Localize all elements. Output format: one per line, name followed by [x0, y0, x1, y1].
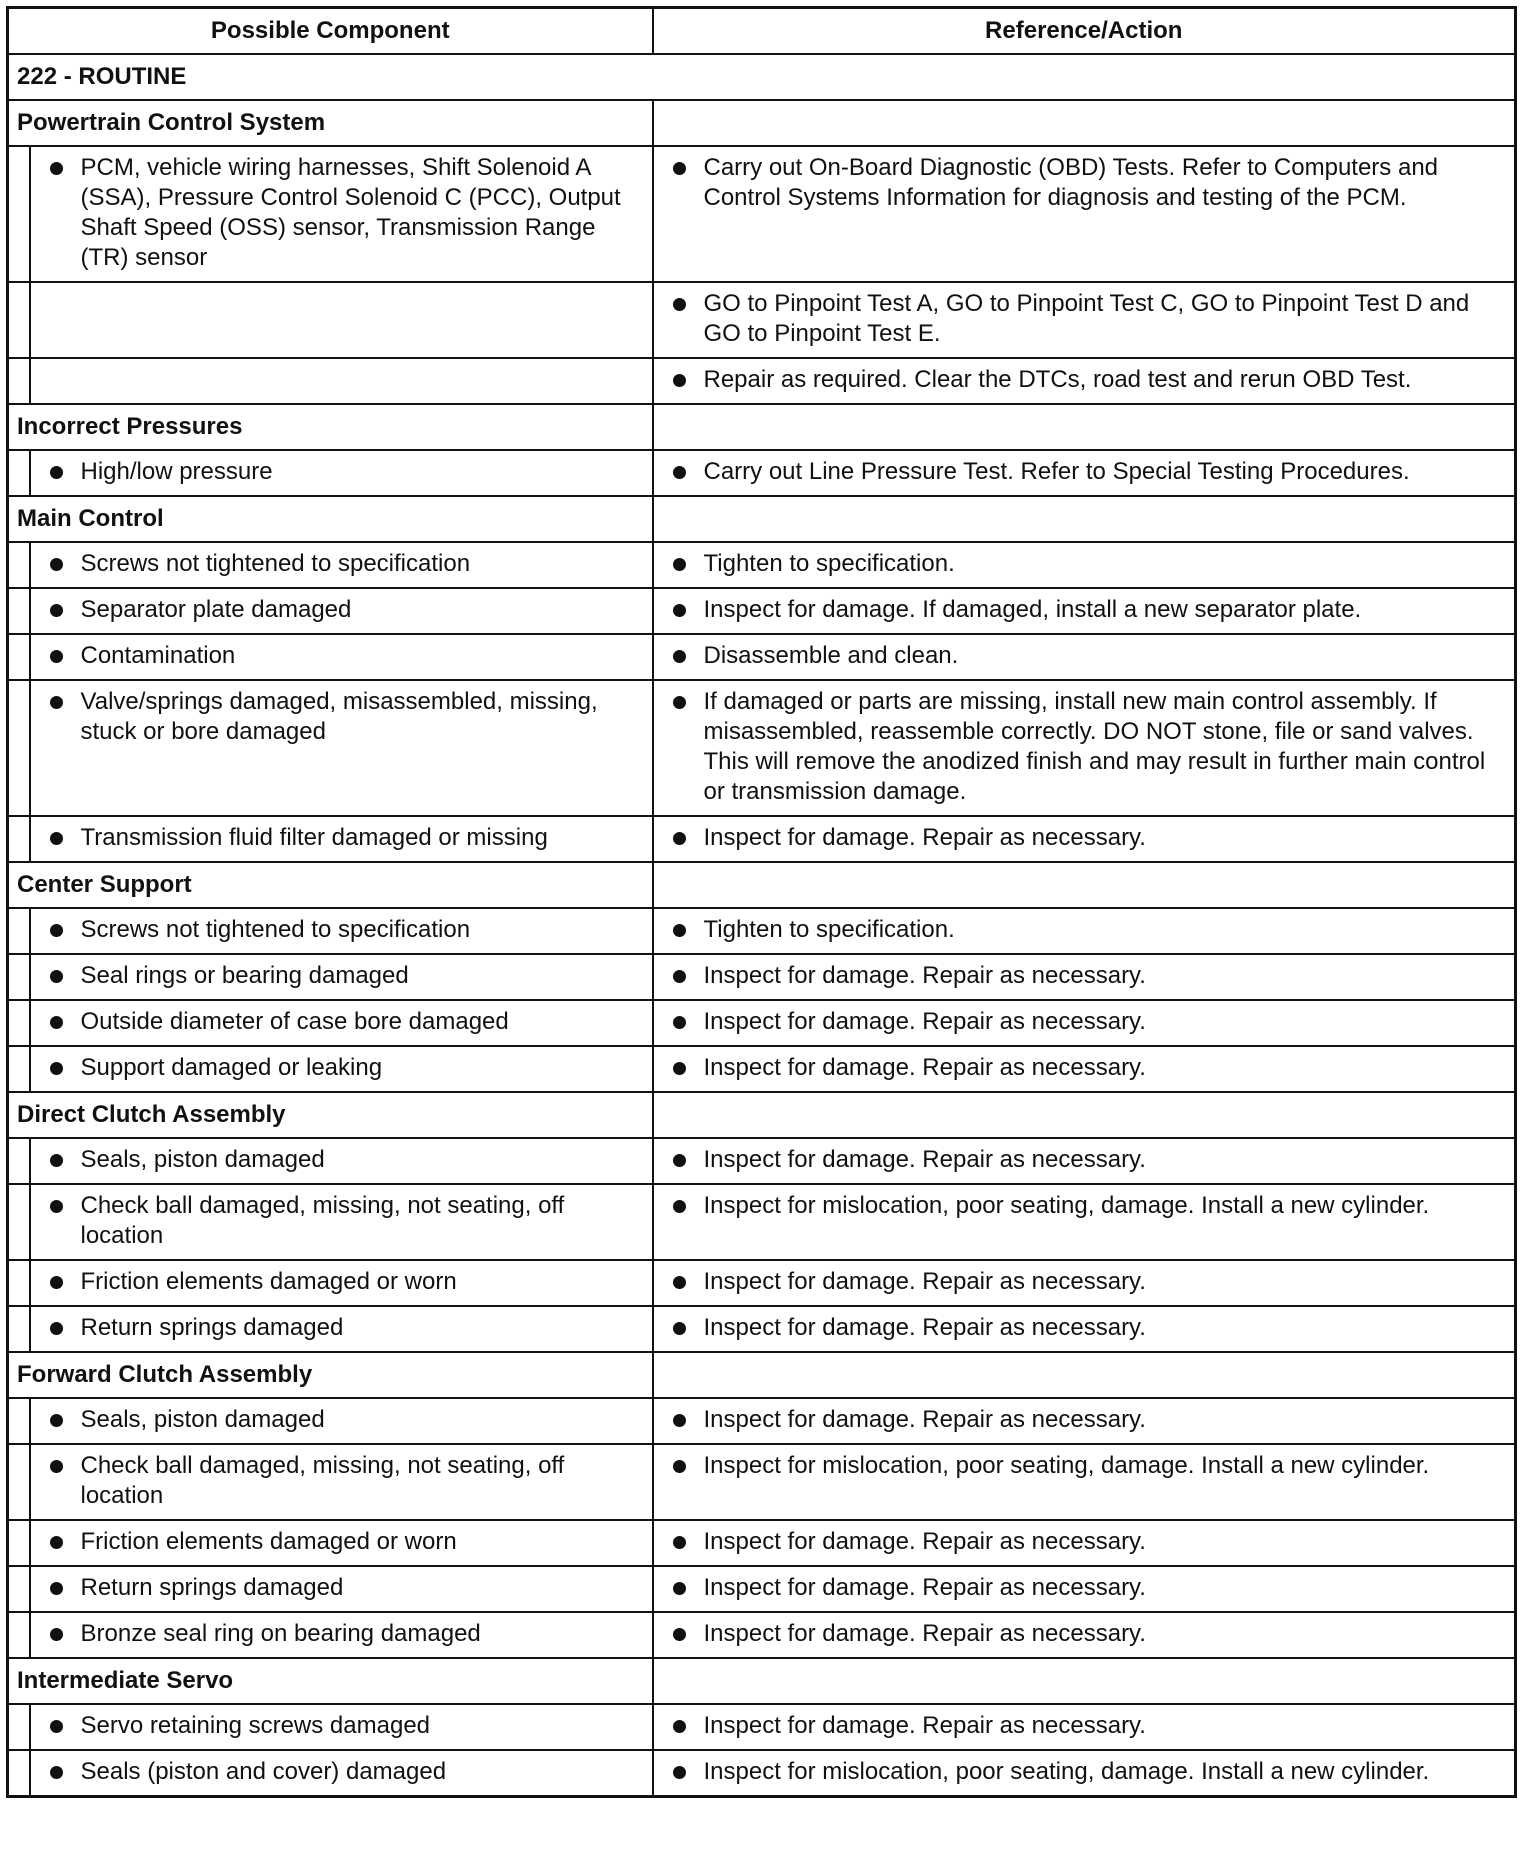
action-bullet-item — [662, 641, 1505, 671]
action-bullet-item — [662, 1267, 1505, 1297]
component-cell — [30, 1306, 653, 1352]
component-bullet-item — [39, 549, 642, 579]
action-text: Inspect for mislocation, poor seating, damage. Install a new cylinder. — [703, 1758, 1430, 1785]
action-text: Inspect for damage. Repair as necessary. — [703, 1528, 1146, 1555]
component-bullet-item — [39, 1573, 642, 1603]
table-row — [8, 542, 1516, 588]
action-text: Repair as required. Clear the DTCs, road test and rerun OBD Test. — [703, 366, 1412, 393]
section-title: Incorrect Pressures — [8, 404, 653, 450]
table-row — [8, 1260, 1516, 1306]
component-text: Check ball damaged, missing, not seating, off location — [80, 1452, 565, 1509]
component-text: Outside diameter of case bore damaged — [80, 1008, 509, 1035]
action-cell — [653, 1398, 1516, 1444]
bullet-icon — [662, 1053, 698, 1075]
table-row — [8, 450, 1516, 496]
component-bullet-item — [39, 915, 642, 945]
indent-cell — [8, 1520, 30, 1566]
indent-cell — [8, 1750, 30, 1797]
bullet-icon — [662, 1527, 698, 1549]
diagnosis-table-container — [6, 6, 1514, 1798]
bullet-icon — [662, 961, 698, 983]
component-text: Seal rings or bearing damaged — [80, 962, 409, 989]
bullet-icon — [662, 1619, 698, 1641]
component-cell — [30, 1704, 653, 1750]
component-bullet-item — [39, 1451, 642, 1511]
component-cell — [30, 1000, 653, 1046]
indent-cell — [8, 1704, 30, 1750]
component-bullet-item — [39, 595, 642, 625]
bullet-icon — [662, 1007, 698, 1029]
bullet-icon — [39, 823, 75, 845]
component-text: Seals (piston and cover) damaged — [80, 1758, 447, 1785]
bullet-icon — [39, 1267, 75, 1289]
diagnosis-table — [6, 6, 1517, 1798]
action-text: Carry out On-Board Diagnostic (OBD) Tests. Refer to Computers and Control Systems Information for diagnosis and testing of the PCM. — [703, 154, 1439, 211]
action-cell — [653, 816, 1516, 862]
action-cell — [653, 1444, 1516, 1520]
bullet-icon — [39, 595, 75, 617]
component-cell — [30, 680, 653, 816]
section-header-empty-cell — [653, 100, 1516, 146]
table-row — [8, 1138, 1516, 1184]
bullet-icon — [662, 1757, 698, 1779]
bullet-icon — [39, 961, 75, 983]
action-bullet-item — [662, 961, 1505, 991]
table-row — [8, 1000, 1516, 1046]
action-cell — [653, 1138, 1516, 1184]
component-bullet-item — [39, 641, 642, 671]
bullet-icon — [662, 457, 698, 479]
indent-cell — [8, 450, 30, 496]
action-bullet-item — [662, 153, 1505, 213]
action-cell — [653, 1566, 1516, 1612]
action-bullet-item — [662, 595, 1505, 625]
action-text: Inspect for damage. Repair as necessary. — [703, 1054, 1146, 1081]
bullet-icon — [39, 915, 75, 937]
bullet-icon — [662, 365, 698, 387]
section-header-row — [8, 404, 1516, 450]
component-cell — [30, 282, 653, 358]
component-text: Servo retaining screws damaged — [80, 1712, 431, 1739]
component-bullet-item — [39, 1711, 642, 1741]
action-text: Inspect for damage. Repair as necessary. — [703, 824, 1146, 851]
bullet-icon — [39, 1191, 75, 1213]
section-header-row — [8, 1658, 1516, 1704]
action-text: Inspect for damage. Repair as necessary. — [703, 1574, 1146, 1601]
component-cell — [30, 1444, 653, 1520]
component-cell — [30, 358, 653, 404]
bullet-icon — [39, 153, 75, 175]
action-cell — [653, 358, 1516, 404]
component-cell — [30, 146, 653, 282]
section-header-empty-cell — [653, 496, 1516, 542]
action-bullet-item — [662, 457, 1505, 487]
section-title: Direct Clutch Assembly — [8, 1092, 653, 1138]
component-bullet-item — [39, 961, 642, 991]
indent-cell — [8, 358, 30, 404]
component-cell — [30, 954, 653, 1000]
component-text: Seals, piston damaged — [80, 1146, 325, 1173]
bullet-icon — [662, 1267, 698, 1289]
action-cell — [653, 1306, 1516, 1352]
action-cell — [653, 1046, 1516, 1092]
action-text: Tighten to specification. — [703, 550, 955, 577]
bullet-icon — [39, 1619, 75, 1641]
component-text: Return springs damaged — [80, 1314, 344, 1341]
action-text: Inspect for damage. Repair as necessary. — [703, 1620, 1146, 1647]
indent-cell — [8, 588, 30, 634]
component-bullet-item — [39, 1527, 642, 1557]
indent-cell — [8, 908, 30, 954]
component-text: Support damaged or leaking — [80, 1054, 383, 1081]
bullet-icon — [662, 1451, 698, 1473]
action-bullet-item — [662, 365, 1505, 395]
table-row — [8, 1704, 1516, 1750]
bullet-icon — [662, 641, 698, 663]
table-row — [8, 816, 1516, 862]
action-cell — [653, 908, 1516, 954]
action-text: Inspect for damage. Repair as necessary. — [703, 1314, 1146, 1341]
table-row — [8, 1612, 1516, 1658]
section-title: Powertrain Control System — [8, 100, 653, 146]
component-text: Friction elements damaged or worn — [80, 1268, 457, 1295]
component-text: Seals, piston damaged — [80, 1406, 325, 1433]
component-text: Bronze seal ring on bearing damaged — [80, 1620, 481, 1647]
component-bullet-item — [39, 1145, 642, 1175]
section-header-row — [8, 496, 1516, 542]
section-header-row — [8, 1352, 1516, 1398]
action-bullet-item — [662, 1145, 1505, 1175]
component-cell — [30, 588, 653, 634]
action-bullet-item — [662, 687, 1505, 807]
bullet-icon — [39, 1757, 75, 1779]
bullet-icon — [39, 457, 75, 479]
bullet-icon — [662, 1145, 698, 1167]
bullet-icon — [39, 1573, 75, 1595]
bullet-icon — [39, 641, 75, 663]
bullet-icon — [662, 1573, 698, 1595]
bullet-icon — [39, 687, 75, 709]
section-header-empty-cell — [653, 1092, 1516, 1138]
bullet-icon — [662, 1405, 698, 1427]
routine-title: 222 - ROUTINE — [8, 54, 1516, 100]
action-cell — [653, 588, 1516, 634]
bullet-icon — [662, 1191, 698, 1213]
bullet-icon — [662, 153, 698, 175]
action-text: Tighten to specification. — [703, 916, 955, 943]
bullet-icon — [39, 1007, 75, 1029]
action-cell — [653, 1750, 1516, 1797]
indent-cell — [8, 1398, 30, 1444]
table-row — [8, 1750, 1516, 1797]
action-bullet-item — [662, 549, 1505, 579]
table-row — [8, 1444, 1516, 1520]
indent-cell — [8, 1444, 30, 1520]
component-bullet-item — [39, 1619, 642, 1649]
section-title: Intermediate Servo — [8, 1658, 653, 1704]
action-cell — [653, 1704, 1516, 1750]
bullet-icon — [662, 1711, 698, 1733]
indent-cell — [8, 1260, 30, 1306]
action-bullet-item — [662, 1313, 1505, 1343]
component-cell — [30, 908, 653, 954]
header-row — [8, 8, 1516, 55]
action-text: If damaged or parts are missing, install new main control assembly. If misassembled, reassemble correctly. DO NOT stone, file or sand valves. This will remove the anodized finish and may result in further main control or transmission damage. — [703, 688, 1486, 805]
component-cell — [30, 450, 653, 496]
section-title: Main Control — [8, 496, 653, 542]
table-row — [8, 1306, 1516, 1352]
bullet-icon — [662, 687, 698, 709]
action-cell — [653, 1612, 1516, 1658]
bullet-icon — [39, 1451, 75, 1473]
table-row — [8, 1046, 1516, 1092]
indent-cell — [8, 542, 30, 588]
table-row — [8, 634, 1516, 680]
component-text: Separator plate damaged — [80, 596, 352, 623]
action-cell — [653, 542, 1516, 588]
action-cell — [653, 450, 1516, 496]
bullet-icon — [662, 915, 698, 937]
header-possible-component: Possible Component — [8, 8, 653, 55]
component-text: Friction elements damaged or worn — [80, 1528, 457, 1555]
action-text: GO to Pinpoint Test A, GO to Pinpoint Test C, GO to Pinpoint Test D and GO to Pinpoint Test E. — [703, 290, 1470, 347]
bullet-icon — [662, 595, 698, 617]
bullet-icon — [39, 549, 75, 571]
action-cell — [653, 634, 1516, 680]
table-row — [8, 1566, 1516, 1612]
component-cell — [30, 1046, 653, 1092]
section-title: Forward Clutch Assembly — [8, 1352, 653, 1398]
action-bullet-item — [662, 1711, 1505, 1741]
component-text: PCM, vehicle wiring harnesses, Shift Solenoid A (SSA), Pressure Control Solenoid C (PCC), Output Shaft Speed (OSS) sensor, Transmission Range (TR) sensor — [80, 154, 621, 271]
section-header-row — [8, 862, 1516, 908]
component-bullet-item — [39, 1191, 642, 1251]
component-text: Contamination — [80, 642, 236, 669]
table-row — [8, 954, 1516, 1000]
action-cell — [653, 1000, 1516, 1046]
action-text: Inspect for damage. Repair as necessary. — [703, 1008, 1146, 1035]
bullet-icon — [39, 1145, 75, 1167]
section-header-empty-cell — [653, 1658, 1516, 1704]
component-cell — [30, 1398, 653, 1444]
component-bullet-item — [39, 1053, 642, 1083]
table-body — [8, 54, 1516, 1797]
indent-cell — [8, 1046, 30, 1092]
action-bullet-item — [662, 1191, 1505, 1221]
component-text: Return springs damaged — [80, 1574, 344, 1601]
table-row — [8, 588, 1516, 634]
action-text: Disassemble and clean. — [703, 642, 959, 669]
action-cell — [653, 954, 1516, 1000]
bullet-icon — [662, 289, 698, 311]
table-row — [8, 282, 1516, 358]
action-bullet-item — [662, 1619, 1505, 1649]
indent-cell — [8, 1612, 30, 1658]
bullet-icon — [39, 1711, 75, 1733]
action-text: Inspect for mislocation, poor seating, damage. Install a new cylinder. — [703, 1452, 1430, 1479]
section-header-empty-cell — [653, 404, 1516, 450]
action-cell — [653, 1260, 1516, 1306]
header-reference-action: Reference/Action — [653, 8, 1516, 55]
table-row — [8, 146, 1516, 282]
component-bullet-item — [39, 153, 642, 273]
table-row — [8, 908, 1516, 954]
bullet-icon — [662, 823, 698, 845]
indent-cell — [8, 146, 30, 282]
table-row — [8, 1398, 1516, 1444]
component-text: Transmission fluid filter damaged or missing — [80, 824, 548, 851]
indent-cell — [8, 816, 30, 862]
action-bullet-item — [662, 1053, 1505, 1083]
action-text: Inspect for damage. Repair as necessary. — [703, 1406, 1146, 1433]
action-bullet-item — [662, 915, 1505, 945]
bullet-icon — [662, 1313, 698, 1335]
bullet-icon — [39, 1053, 75, 1075]
action-text: Inspect for damage. Repair as necessary. — [703, 1268, 1146, 1295]
action-bullet-item — [662, 1451, 1505, 1481]
action-bullet-item — [662, 1573, 1505, 1603]
section-header-empty-cell — [653, 1352, 1516, 1398]
action-cell — [653, 1184, 1516, 1260]
indent-cell — [8, 1566, 30, 1612]
component-text: Valve/springs damaged, misassembled, missing, stuck or bore damaged — [80, 688, 598, 745]
table-row — [8, 358, 1516, 404]
component-cell — [30, 1184, 653, 1260]
component-cell — [30, 1750, 653, 1797]
component-cell — [30, 634, 653, 680]
action-bullet-item — [662, 1757, 1505, 1787]
indent-cell — [8, 1000, 30, 1046]
component-text: Screws not tightened to specification — [80, 550, 471, 577]
indent-cell — [8, 680, 30, 816]
action-bullet-item — [662, 1405, 1505, 1435]
section-header-row — [8, 1092, 1516, 1138]
bullet-icon — [39, 1313, 75, 1335]
component-text: High/low pressure — [80, 458, 273, 485]
component-text: Screws not tightened to specification — [80, 916, 471, 943]
action-cell — [653, 1520, 1516, 1566]
component-bullet-item — [39, 1405, 642, 1435]
component-text: Check ball damaged, missing, not seating, off location — [80, 1192, 565, 1249]
bullet-icon — [662, 549, 698, 571]
bullet-icon — [39, 1527, 75, 1549]
routine-title-row — [8, 54, 1516, 100]
component-cell — [30, 1566, 653, 1612]
action-bullet-item — [662, 823, 1505, 853]
component-bullet-item — [39, 823, 642, 853]
component-cell — [30, 1138, 653, 1184]
section-header-empty-cell — [653, 862, 1516, 908]
indent-cell — [8, 634, 30, 680]
component-cell — [30, 1612, 653, 1658]
action-cell — [653, 146, 1516, 282]
action-bullet-item — [662, 1527, 1505, 1557]
action-text: Inspect for mislocation, poor seating, damage. Install a new cylinder. — [703, 1192, 1430, 1219]
action-text: Inspect for damage. Repair as necessary. — [703, 1712, 1146, 1739]
table-row — [8, 1520, 1516, 1566]
section-header-row — [8, 100, 1516, 146]
table-row — [8, 680, 1516, 816]
component-cell — [30, 1520, 653, 1566]
bullet-icon — [39, 1405, 75, 1427]
component-bullet-item — [39, 1757, 642, 1787]
component-cell — [30, 1260, 653, 1306]
indent-cell — [8, 1306, 30, 1352]
action-text: Inspect for damage. If damaged, install a new separator plate. — [703, 596, 1362, 623]
component-bullet-item — [39, 1267, 642, 1297]
component-cell — [30, 816, 653, 862]
component-bullet-item — [39, 1313, 642, 1343]
section-title: Center Support — [8, 862, 653, 908]
component-bullet-item — [39, 457, 642, 487]
action-text: Inspect for damage. Repair as necessary. — [703, 1146, 1146, 1173]
component-bullet-item — [39, 687, 642, 747]
table-row — [8, 1184, 1516, 1260]
action-text: Carry out Line Pressure Test. Refer to Special Testing Procedures. — [703, 458, 1410, 485]
indent-cell — [8, 1184, 30, 1260]
component-bullet-item — [39, 1007, 642, 1037]
indent-cell — [8, 282, 30, 358]
component-cell — [30, 542, 653, 588]
action-bullet-item — [662, 289, 1505, 349]
action-cell — [653, 680, 1516, 816]
action-cell — [653, 282, 1516, 358]
action-bullet-item — [662, 1007, 1505, 1037]
indent-cell — [8, 1138, 30, 1184]
indent-cell — [8, 954, 30, 1000]
action-text: Inspect for damage. Repair as necessary. — [703, 962, 1146, 989]
